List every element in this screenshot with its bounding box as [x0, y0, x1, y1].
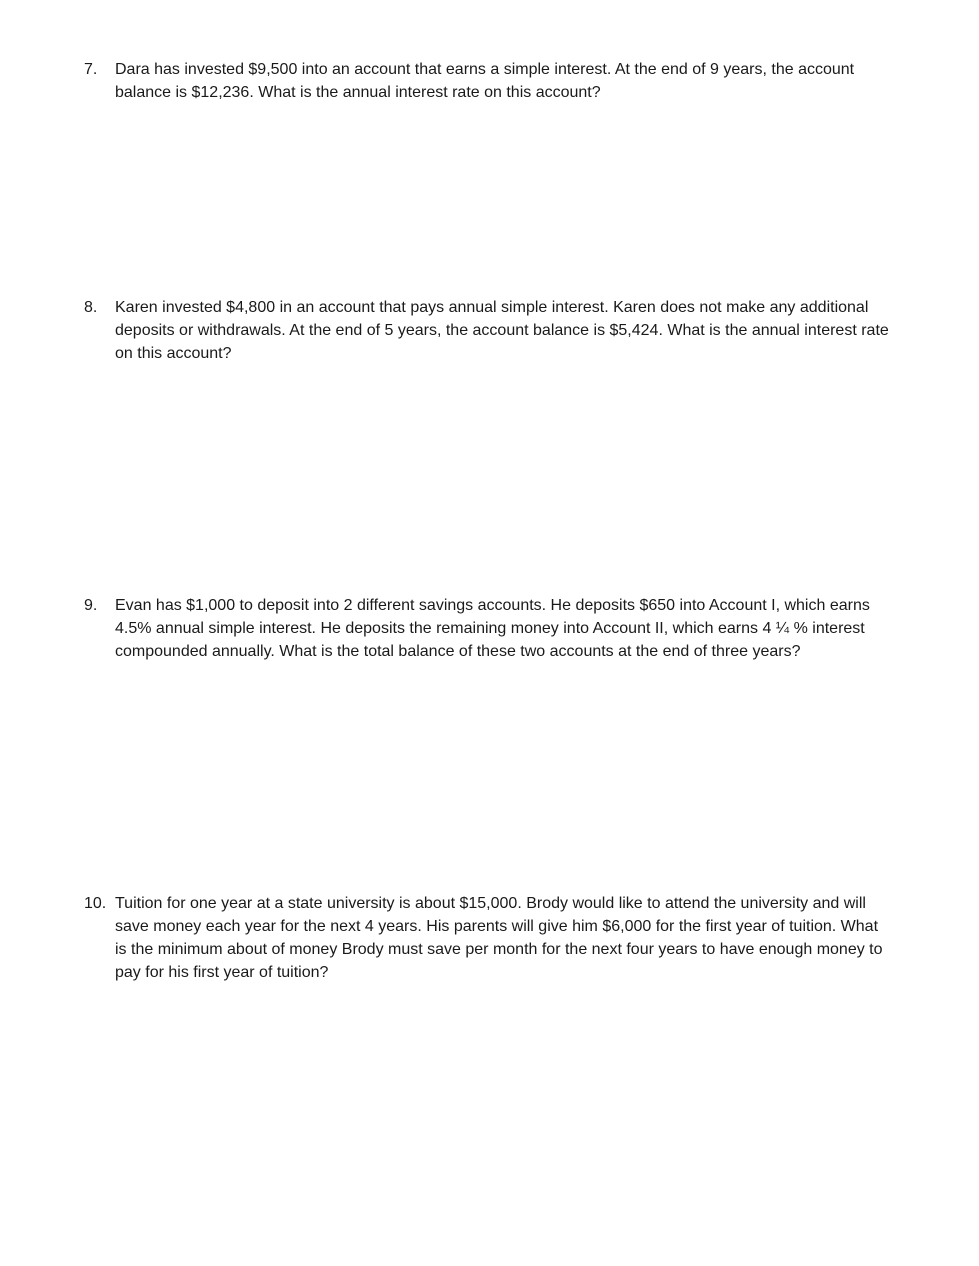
problem-text: Tuition for one year at a state university is about $15,000. Brody would like to attend the university and will save money each year for the next 4 years. His parents will give him $6,000 for the first year of tuition. What is the minimum about of money Brody must save per month for the next four years to have enough money to pay for his first year of tuition? [115, 895, 883, 981]
problem-8 [84, 296, 894, 365]
problem-number: 7. [84, 61, 98, 78]
problem-text: Karen invested $4,800 in an account that pays annual simple interest. Karen does not make any additional deposits or withdrawals. At the end of 5 years, the account balance is $5,424. What is the annual interest rate on this account? [115, 299, 889, 362]
problem-10 [84, 892, 894, 984]
problem-text: Evan has $1,000 to deposit into 2 different savings accounts. He deposits $650 into Account I, which earns 4.5% annual simple interest. He deposits the remaining money into Account II, which earns 4 ¼ % interest compounded annually. What is the total balance of these two accounts at the end of three years? [115, 597, 870, 660]
problem-7 [84, 58, 894, 104]
problem-text: Dara has invested $9,500 into an account that earns a simple interest. At the end of 9 years, the account balance is $12,236. What is the annual interest rate on this account? [115, 61, 855, 101]
problem-number: 10. [84, 895, 107, 912]
problem-number: 9. [84, 597, 98, 614]
problem-number: 8. [84, 299, 98, 316]
problem-9 [84, 594, 894, 663]
